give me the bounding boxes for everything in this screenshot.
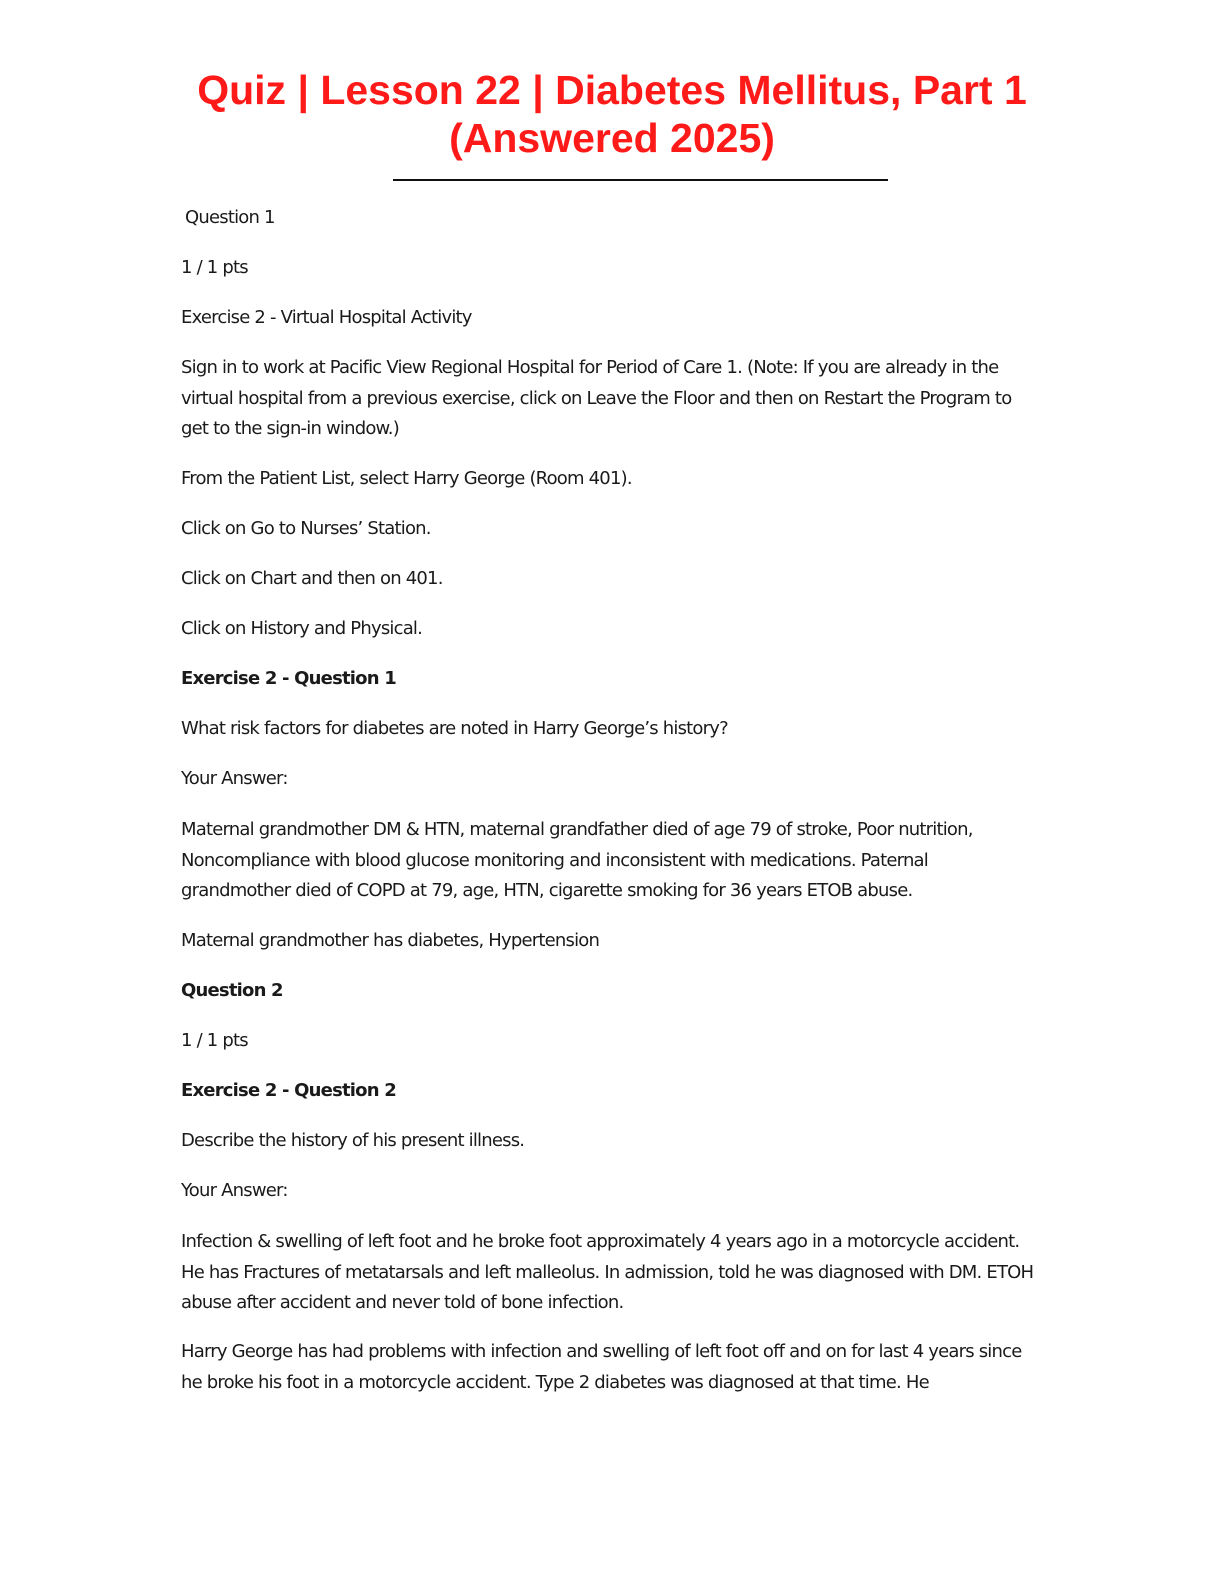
- instruction-chart: Click on Chart and then on 401.: [181, 568, 443, 589]
- question-1-answer-2: Maternal grandmother has diabetes, Hypertension: [181, 930, 600, 951]
- title-line-1: Quiz | Lesson 22 | Diabetes Mellitus, Part 1: [197, 67, 1027, 113]
- question-2-answer-2: Harry George has had problems with infection and swelling of left foot off and on for last 4 years since he broke his foot in a motorcycle accident. Type 2 diabetes was diagnosed at that time. He: [181, 1341, 1022, 1393]
- question-1-answer-label: Your Answer:: [181, 768, 288, 789]
- exercise-question-2-heading: Exercise 2 - Question 2: [181, 1080, 396, 1101]
- document-title: [0, 66, 1224, 162]
- instruction-select-patient: From the Patient List, select Harry George (Room 401).: [181, 468, 632, 489]
- question-1-answer-1: Maternal grandmother DM & HTN, maternal grandfather died of age 79 of stroke, Poor nutrition, Noncompliance with blood glucose monitoring and inconsistent with medications. Paternal grandmother died of COPD at 79, age, HTN, cigarette smoking for 36 years ETOB abuse.: [181, 819, 973, 901]
- activity-title: Exercise 2 - Virtual Hospital Activity: [181, 307, 472, 328]
- question-2-points: 1 / 1 pts: [181, 1030, 248, 1051]
- exercise-question-1-heading: Exercise 2 - Question 1: [181, 668, 396, 689]
- question-2-answer-label: Your Answer:: [181, 1180, 288, 1201]
- instruction-sign-in: Sign in to work at Pacific View Regional Hospital for Period of Care 1. (Note: If you are already in the virtual hospital from a previous exercise, click on Leave the Floor and then on Restart the Program to get to the sign-in window.): [181, 357, 1012, 439]
- question-1-points: 1 / 1 pts: [181, 257, 248, 278]
- instruction-nurses-station: Click on Go to Nurses’ Station.: [181, 518, 431, 539]
- question-1-prompt: What risk factors for diabetes are noted in Harry George’s history?: [181, 718, 728, 739]
- question-2-prompt: Describe the history of his present illness.: [181, 1130, 525, 1151]
- title-line-2: (Answered 2025): [449, 115, 775, 161]
- question-2-answer-1: Infection & swelling of left foot and he broke foot approximately 4 years ago in a motorcycle accident. He has Fractures of metatarsals and left malleolus. In admission, told he was diagnosed with DM. ETOH abuse after accident and never told of bone infection.: [181, 1231, 1034, 1313]
- instruction-history-physical: Click on History and Physical.: [181, 618, 423, 639]
- question-1-heading: Question 1: [185, 207, 275, 228]
- title-underline-divider: [393, 179, 888, 181]
- question-2-heading: Question 2: [181, 980, 283, 1001]
